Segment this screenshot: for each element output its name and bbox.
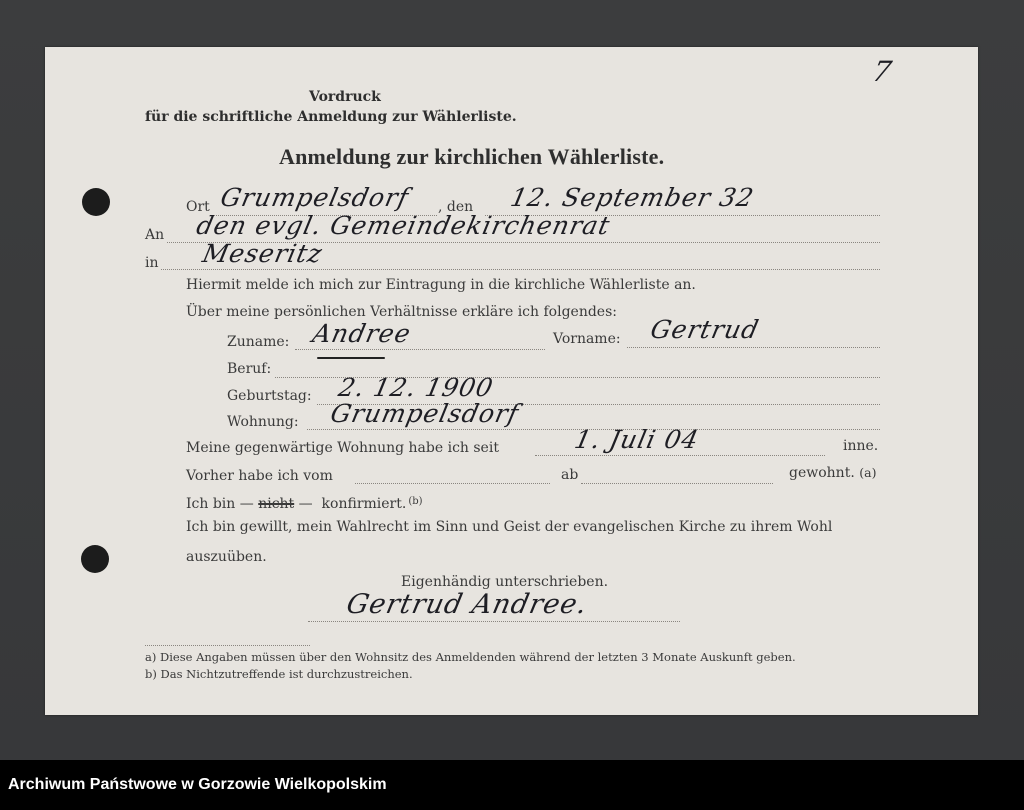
label-ab: ab bbox=[561, 467, 579, 483]
text-vorher: Vorher habe ich vom bbox=[186, 468, 333, 484]
vorher-to-line bbox=[581, 483, 773, 484]
text-wohnung-seit: Meine gegenwärtige Wohnung habe ich seit bbox=[186, 440, 499, 456]
beruf-blank-stroke bbox=[317, 357, 385, 359]
label-an: An bbox=[145, 227, 165, 243]
text-hiermit: Hiermit melde ich mich zur Eintragung in die kirchliche Wählerliste an. bbox=[186, 277, 696, 293]
vorname-line bbox=[627, 347, 880, 348]
archive-name: Archiwum Państwowe w Gorzowie Wielkopolskim bbox=[8, 776, 387, 793]
text-ueber: Über meine persönlichen Verhältnisse erkläre ich folgendes: bbox=[186, 304, 617, 320]
handwritten-an: den evgl. Gemeindekirchenrat bbox=[193, 211, 613, 240]
label-wohnung: Wohnung: bbox=[227, 414, 299, 430]
handwritten-signature: Gertrud Andree. bbox=[343, 589, 591, 620]
handwritten-seit: 1. Juli 04 bbox=[571, 425, 702, 454]
text-konfirmiert: Ich bin — nicht — konfirmiert. $^{(b)}$ bbox=[186, 496, 423, 512]
form-title: Anmeldung zur kirchlichen Wählerliste. bbox=[279, 144, 665, 169]
handwritten-geburtstag: 2. 12. 1900 bbox=[335, 373, 497, 402]
archive-footer bbox=[0, 760, 1024, 810]
header-line-2: für die schriftliche Anmeldung zur Wählerliste. bbox=[145, 109, 517, 125]
handwritten-in: Meseritz bbox=[199, 239, 326, 268]
text-eigenhaendig: Eigenhändig unterschrieben. bbox=[401, 574, 609, 590]
text-auszuueben: auszuüben. bbox=[186, 549, 267, 565]
struck-nicht: nicht bbox=[258, 496, 295, 512]
in-line bbox=[161, 269, 880, 270]
vorher-from-line bbox=[355, 483, 550, 484]
page-number-mark: 7 bbox=[869, 55, 896, 88]
zuname-line bbox=[295, 349, 545, 350]
label-geburtstag: Geburtstag: bbox=[227, 388, 312, 404]
label-den: , den bbox=[438, 199, 474, 215]
handwritten-vorname: Gertrud bbox=[647, 315, 762, 344]
handwritten-ort: Grumpelsdorf bbox=[217, 183, 412, 212]
punch-hole-top bbox=[82, 188, 110, 216]
form-sheet bbox=[45, 47, 978, 715]
footnote-b: b) Das Nichtzutreffende ist durchzustreichen. bbox=[145, 667, 413, 681]
handwritten-zuname: Andree bbox=[309, 319, 414, 348]
label-zuname: Zuname: bbox=[227, 334, 290, 350]
punch-hole-bottom bbox=[81, 545, 109, 573]
footnote-rule bbox=[145, 645, 310, 646]
label-ort: Ort bbox=[186, 199, 210, 215]
label-in: in bbox=[145, 255, 159, 271]
label-inne: inne. bbox=[843, 438, 879, 454]
label-vorname: Vorname: bbox=[553, 331, 621, 347]
footnote-a: a) Diese Angaben müssen über den Wohnsitz des Anmeldenden während der letzten 3 Monate Auskunft geben. bbox=[145, 650, 796, 664]
text-gewillt: Ich bin gewillt, mein Wahlrecht im Sinn und Geist der evangelischen Kirche zu ihrem Wohl bbox=[186, 519, 833, 535]
seit-line bbox=[535, 455, 825, 456]
label-gewohnt: gewohnt. (a) bbox=[789, 465, 877, 481]
handwritten-wohnung: Grumpelsdorf bbox=[327, 399, 522, 428]
signature-line bbox=[308, 621, 680, 622]
label-beruf: Beruf: bbox=[227, 361, 272, 377]
handwritten-date: 12. September 32 bbox=[507, 183, 757, 212]
header-line-1: Vordruck bbox=[309, 89, 381, 105]
